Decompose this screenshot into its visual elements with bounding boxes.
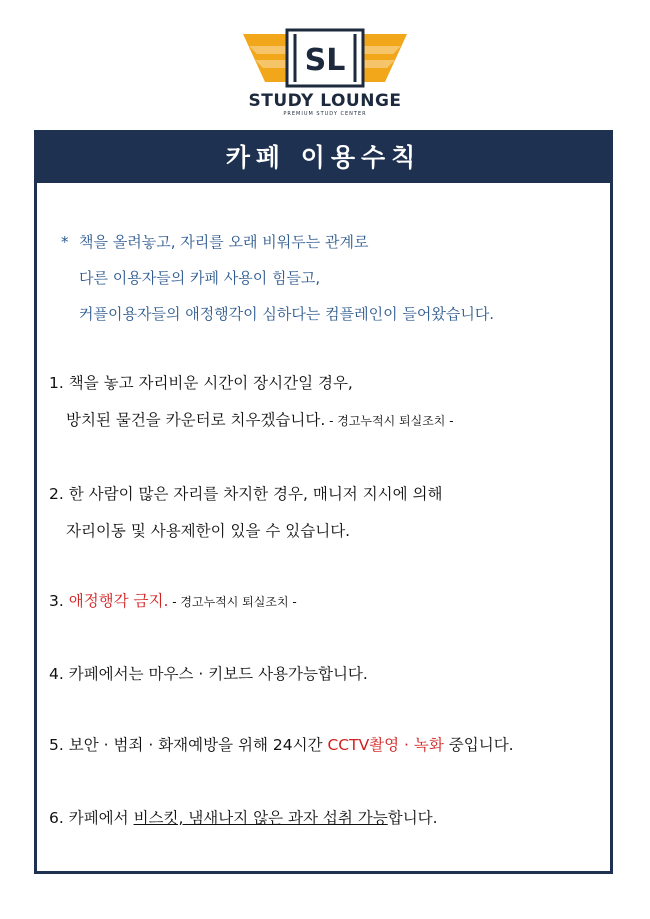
rule-highlight: 애정행각 금지. [68,592,169,610]
rule-underline: 비스킷, 냄새나지 않은 과자 섭취 가능 [133,809,388,827]
rule-number: 1. [49,374,64,392]
rule-number: 5. [49,736,64,754]
rule-number: 4. [49,665,64,683]
rule-2 [49,476,609,550]
brand-name: STUDY LOUNGE [248,91,402,111]
rule-text: 중입니다. [443,736,514,754]
rule-highlight: CCTV촬영 · 녹화 [327,736,444,754]
rule-note: - 경고누적시 퇴실조치 - [168,595,297,609]
rule-3 [49,583,609,621]
notice-line: 다른 이용자들의 카페 사용이 힘들고, [79,269,321,287]
rule-text: 방치된 물건을 카운터로 치우겠습니다. [66,411,326,429]
rule-text: 카페에서 [68,809,134,827]
notice-block [61,224,601,332]
rule-text: 책을 놓고 자리비운 시간이 장시간일 경우, [68,374,353,392]
notice-marker: * [61,233,69,251]
rule-note: - 경고누적시 퇴실조치 - [325,414,454,428]
rule-4 [49,656,609,693]
rule-text: 카페에서는 마우스 · 키보드 사용가능합니다. [68,665,368,683]
brand-tagline: PREMIUM STUDY CENTER [283,111,367,117]
notice-line: 커플이용자들의 애정행각이 심하다는 컴플레인이 들어왔습니다. [79,305,495,323]
rule-text: 합니다. [387,809,438,827]
rule-number: 2. [49,485,64,503]
wings-logo-icon [235,24,415,94]
page-title: 카페 이용수칙 [37,133,610,183]
rules-frame [34,130,613,874]
rule-6 [49,800,609,837]
rule-text: 한 사람이 많은 자리를 차지한 경우, 매니저 지시에 의해 [68,485,443,503]
rule-5 [49,727,609,764]
rule-text: 자리이동 및 사용제한이 있을 수 있습니다. [66,522,351,540]
notice-line: 책을 올려놓고, 자리를 오래 비워두는 관계로 [79,233,369,251]
logo-letters: SL [304,43,346,78]
rule-text: 보안 · 범죄 · 화재예방을 위해 24시간 [68,736,328,754]
rule-number: 3. [49,592,64,610]
rule-number: 6. [49,809,64,827]
rule-1 [49,365,609,440]
